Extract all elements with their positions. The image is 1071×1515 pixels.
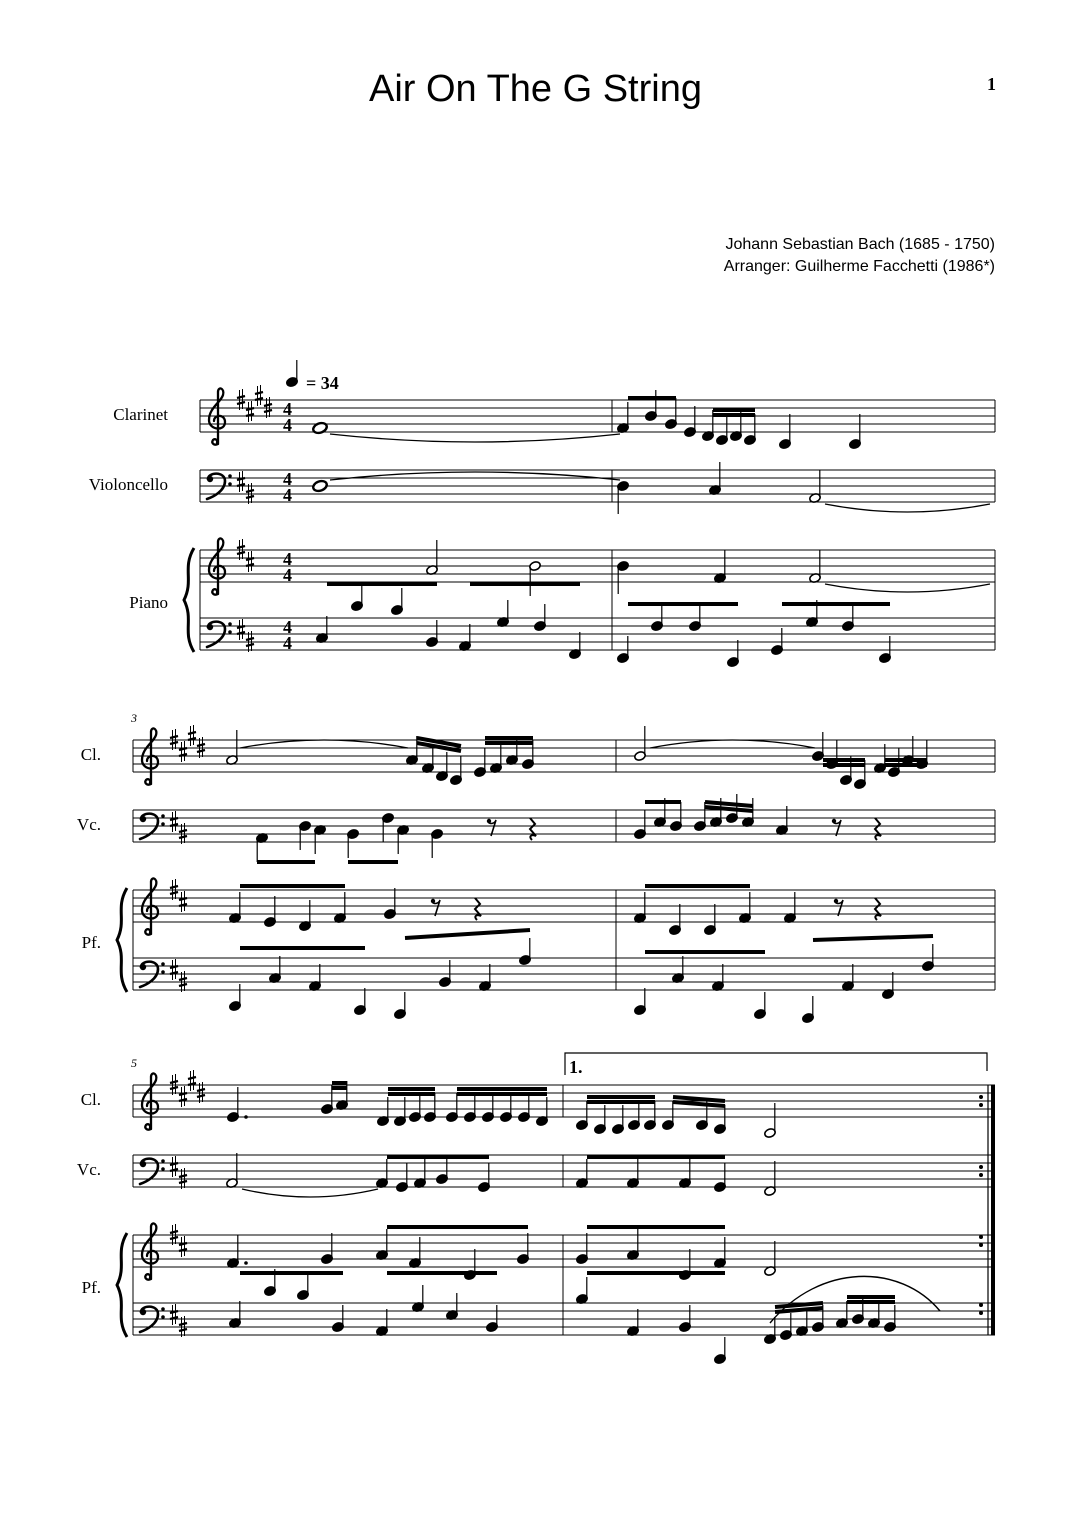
piano-label: Pf. [81,1278,101,1297]
tie-arc [330,472,620,480]
time-signature-denominator: 4 [283,415,292,435]
key-sharp-icon [237,619,245,640]
time-signature-denominator: 4 [283,485,292,505]
treble-clef-icon [142,1223,158,1279]
arranger-credit: Arranger: Guilherme Facchetti (1986*) [723,258,995,275]
eighth-rest-dot [487,819,491,823]
key-sharp-icon [170,1156,178,1177]
repeat-dot [979,1173,983,1177]
key-sharp-icon [170,959,178,980]
eighth-rest-dot [431,899,435,903]
tie-arc [242,1189,378,1197]
volta-label: 1. [569,1057,583,1077]
tempo-mark: = 34 [306,373,339,393]
repeat-dot [979,1235,983,1239]
page-number: 1 [987,74,996,94]
tie-arc [825,504,990,512]
quarter-rest [875,898,881,920]
time-signature-numerator: 4 [283,399,292,419]
quarter-rest [530,818,536,840]
repeat-dot [979,1311,983,1315]
tie-arc [240,740,408,748]
key-sharp-icon [188,1070,196,1091]
key-sharp-icon [179,741,187,762]
repeat-dot [979,1103,983,1107]
tie-arc [825,584,990,592]
key-sharp-icon [170,811,178,832]
piano-brace [117,1233,127,1337]
piano-brace [184,548,194,652]
note-beam [705,802,753,806]
cello-label: Vc. [76,815,101,834]
treble-clef-icon [209,388,225,444]
key-sharp-icon [246,401,254,422]
time-signature-denominator: 4 [283,565,292,585]
cello-label: Vc. [76,1160,101,1179]
quarter-rest [875,818,881,840]
note-head [312,479,328,492]
treble-clef-icon [142,728,158,784]
repeat-dot [979,1095,983,1099]
volta-bracket [565,1053,987,1075]
treble-clef-icon [142,878,158,934]
note-beam [405,930,530,938]
measure-number: 5 [131,1056,137,1070]
treble-clef-icon [209,538,225,594]
measure-number: 3 [131,711,137,725]
tie-arc [650,740,815,748]
note-beam [775,1303,823,1307]
dot [244,1261,248,1265]
time-signature-numerator: 4 [283,469,292,489]
key-sharp-icon [246,551,254,572]
cello-label: Violoncello [88,475,168,494]
key-sharp-icon [170,1304,178,1325]
treble-clef-icon [142,1073,158,1129]
clarinet-label: Cl. [80,745,101,764]
piano-brace [117,888,127,992]
key-sharp-icon [255,385,263,406]
eighth-rest-dot [834,899,838,903]
tie-arc [330,434,620,442]
note-beam [673,1102,725,1106]
piano-label: Pf. [81,933,101,952]
note-head [312,421,328,434]
piano-label: Piano [129,593,168,612]
repeat-dot [979,1303,983,1307]
quarter-rest [475,898,481,920]
note-beam [813,936,933,940]
note-beam [673,1097,725,1101]
time-signature-numerator: 4 [283,549,292,569]
key-sharp-icon [179,1236,187,1257]
clarinet-label: Cl. [80,1090,101,1109]
repeat-dot [979,1165,983,1169]
key-sharp-icon [188,725,196,746]
key-sharp-icon [179,1086,187,1107]
dot [244,1115,248,1119]
score-title: Air On The G String [369,68,702,110]
eighth-rest-dot [832,819,836,823]
key-sharp-icon [179,891,187,912]
key-sharp-icon [237,471,245,492]
composer-credit: Johann Sebastian Bach (1685 - 1750) [725,236,995,253]
repeat-dot [979,1243,983,1247]
time-signature-numerator: 4 [283,617,292,637]
clarinet-label: Clarinet [113,405,168,424]
time-signature-denominator: 4 [283,633,292,653]
